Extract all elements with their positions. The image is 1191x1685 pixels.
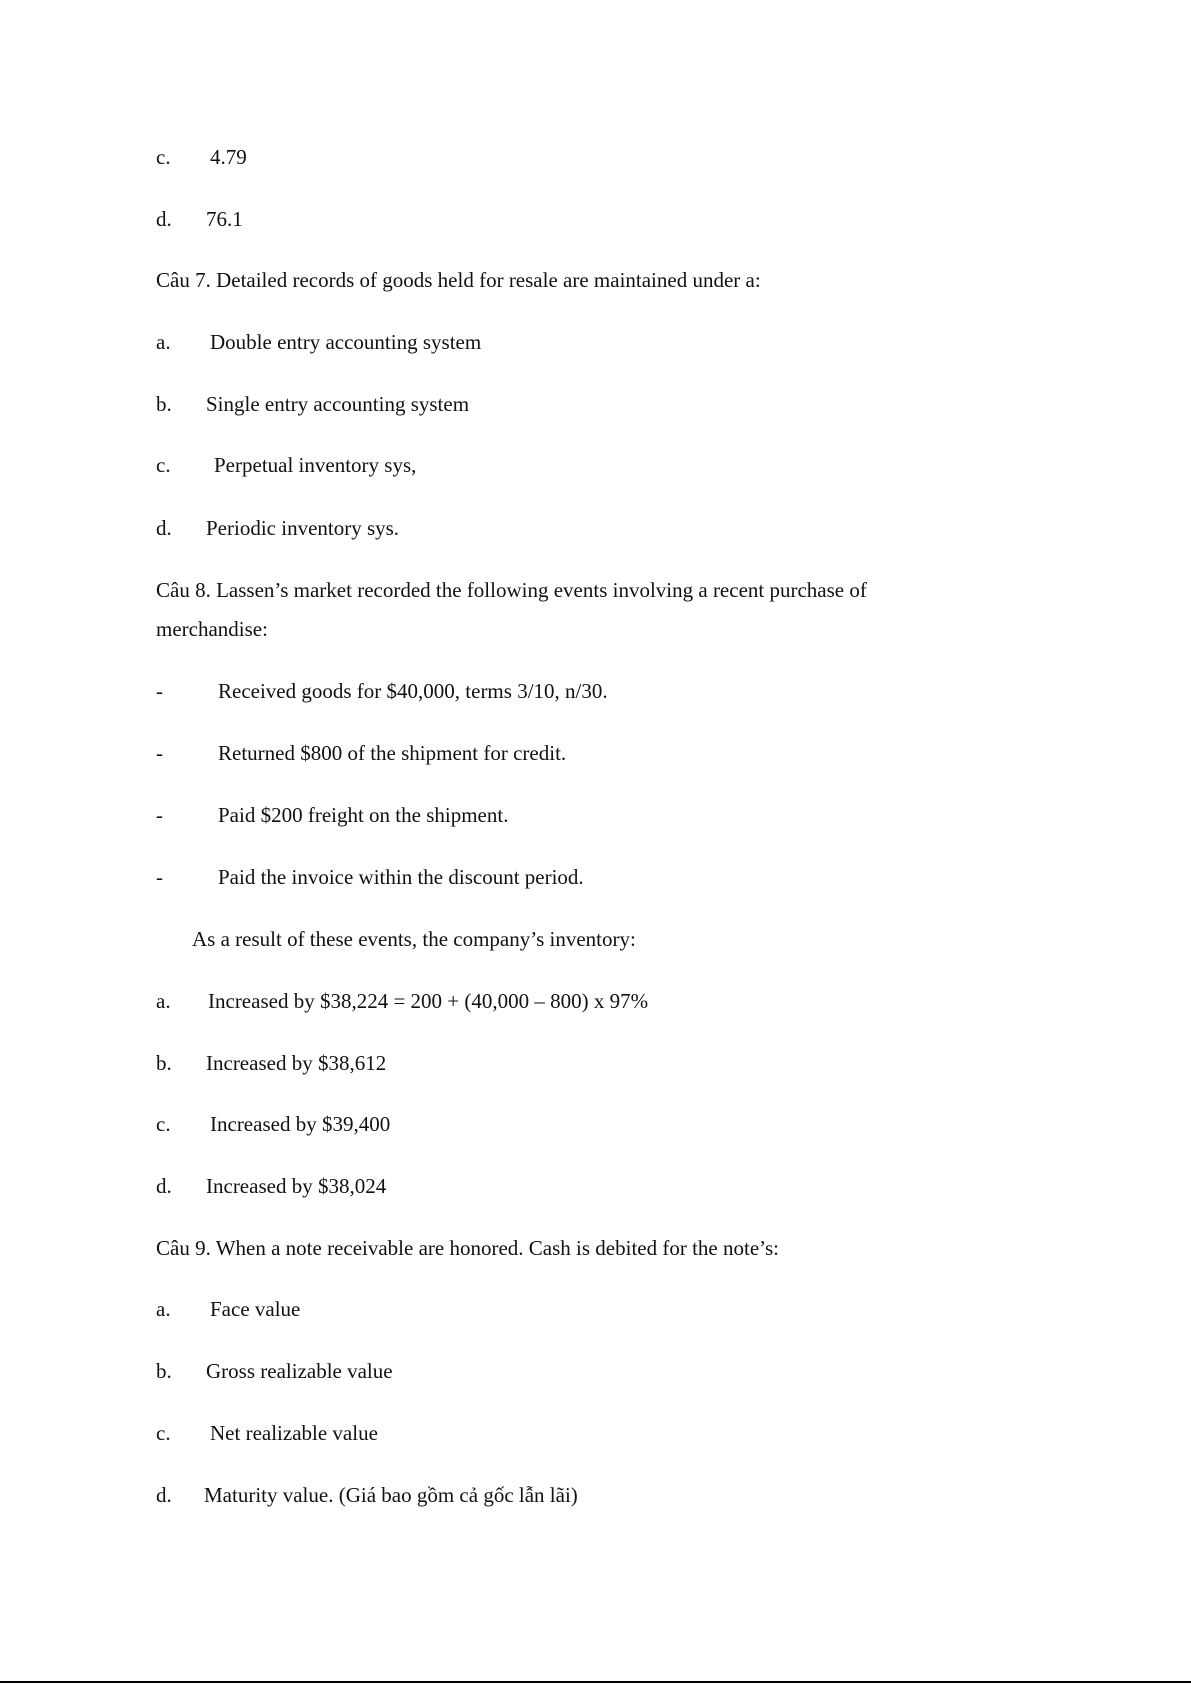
bullet-dash: - [156,741,163,765]
option-marker: a. [156,989,171,1013]
bullet-dash: - [156,803,163,827]
option-text: Net realizable value [210,1421,378,1445]
option-text: Increased by $38,612 [206,1051,387,1075]
option-marker: b. [156,1359,172,1383]
option-marker: c. [156,145,171,169]
page-bottom-divider [0,1681,1191,1683]
option-text: Single entry accounting system [206,392,470,416]
option-marker: c. [156,1112,171,1136]
option-marker: d. [156,1483,172,1507]
option-text: Increased by $38,224 = 200 + (40,000 – 800) x 97% [208,989,649,1013]
event-text: Paid the invoice within the discount period. [218,865,584,889]
option-text: Double entry accounting system [210,330,482,354]
q8-result-prompt: As a result of these events, the company’s inventory: [192,927,636,951]
option-marker: d. [156,516,172,540]
option-text: Periodic inventory sys. [206,516,400,540]
option-text: Increased by $39,400 [210,1112,391,1136]
question-9: Câu 9. When a note receivable are honored. Cash is debited for the note’s: [156,1236,779,1260]
option-text: Face value [210,1297,301,1321]
option-marker: d. [156,207,172,231]
question-8-line-2: merchandise: [156,617,268,641]
option-marker: c. [156,1421,171,1445]
option-text: 4.79 [210,145,247,169]
option-text: Increased by $38,024 [206,1174,387,1198]
option-marker: a. [156,1297,171,1321]
option-text: Maturity value. (Giá bao gồm cả gốc lẫn lãi) [204,1483,578,1507]
option-marker: d. [156,1174,172,1198]
question-7: Câu 7. Detailed records of goods held for resale are maintained under a: [156,268,761,292]
option-text: Perpetual inventory sys, [214,453,417,477]
event-text: Returned $800 of the shipment for credit. [218,741,567,765]
option-marker: b. [156,1051,172,1075]
option-marker: c. [156,453,171,477]
bullet-dash: - [156,679,163,703]
option-marker: a. [156,330,171,354]
option-text: Gross realizable value [206,1359,393,1383]
bullet-dash: - [156,865,163,889]
event-text: Received goods for $40,000, terms 3/10, n/30. [218,679,608,703]
option-text: 76.1 [206,207,243,231]
question-8-line-1: Câu 8. Lassen’s market recorded the following events involving a recent purchase of [156,578,867,602]
option-marker: b. [156,392,172,416]
event-text: Paid $200 freight on the shipment. [218,803,509,827]
